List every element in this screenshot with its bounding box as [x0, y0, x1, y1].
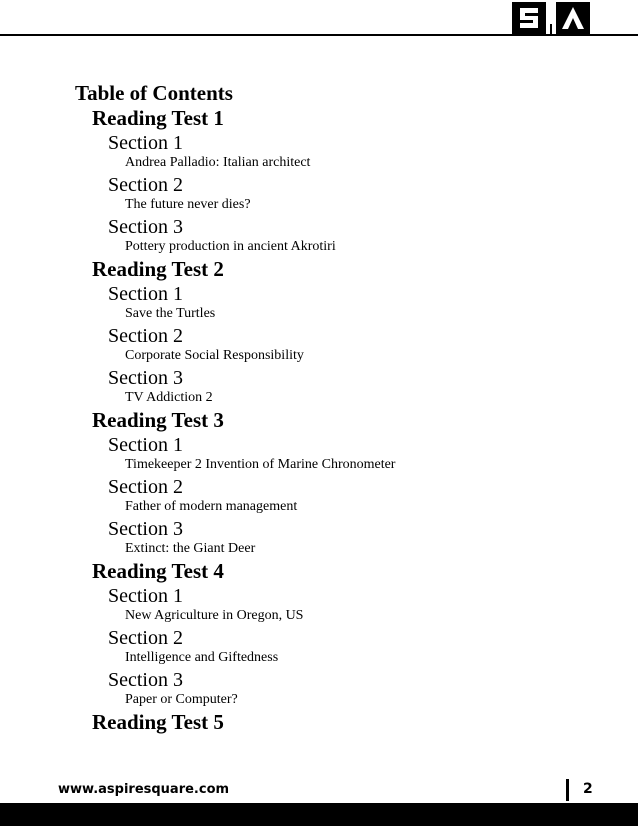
footer-band — [0, 803, 638, 826]
toc-test-4-section-3[interactable]: Section 3 — [108, 669, 183, 691]
toc-test-2-section-1-article[interactable]: Save the Turtles — [125, 306, 216, 321]
toc-test-3-section-2-article[interactable]: Father of modern management — [125, 499, 298, 514]
toc-test-4-section-2-article[interactable]: Intelligence and Giftedness — [125, 650, 279, 665]
toc-test-4-section-3-article[interactable]: Paper or Computer? — [125, 692, 238, 707]
toc-test-1-section-1-article[interactable]: Andrea Palladio: Italian architect — [125, 155, 311, 170]
footer-divider — [566, 779, 569, 801]
brand-logo — [512, 2, 590, 36]
logo-separator — [550, 24, 552, 34]
toc-test-3-section-1[interactable]: Section 1 — [108, 434, 183, 456]
toc-test-1-section-1[interactable]: Section 1 — [108, 132, 183, 154]
toc-test-1-section-2[interactable]: Section 2 — [108, 174, 183, 196]
toc-title: Table of Contents — [75, 81, 233, 105]
toc-test-3-section-1-article[interactable]: Timekeeper 2 Invention of Marine Chronometer — [125, 457, 396, 472]
footer-website-link[interactable]: www.aspiresquare.com — [58, 782, 230, 797]
toc-test-3-section-3-article[interactable]: Extinct: the Giant Deer — [125, 541, 256, 556]
toc-test-3-section-3[interactable]: Section 3 — [108, 518, 183, 540]
toc-test-4-section-2[interactable]: Section 2 — [108, 627, 183, 649]
toc-test-1-section-3[interactable]: Section 3 — [108, 216, 183, 238]
square-s-logo-icon — [512, 2, 546, 34]
toc-reading-test-2[interactable]: Reading Test 2 — [92, 257, 224, 281]
page-number: 2 — [583, 781, 593, 797]
toc-test-2-section-2-article[interactable]: Corporate Social Responsibility — [125, 348, 304, 363]
toc-reading-test-1[interactable]: Reading Test 1 — [92, 106, 224, 130]
toc-test-4-section-1[interactable]: Section 1 — [108, 585, 183, 607]
toc-test-3-section-2[interactable]: Section 2 — [108, 476, 183, 498]
toc-reading-test-3[interactable]: Reading Test 3 — [92, 408, 224, 432]
triangle-a-logo-icon — [556, 2, 590, 34]
toc-test-4-section-1-article[interactable]: New Agriculture in Oregon, US — [125, 608, 304, 623]
toc-test-1-section-2-article[interactable]: The future never dies? — [125, 197, 251, 212]
toc-test-2-section-3[interactable]: Section 3 — [108, 367, 183, 389]
toc-test-1-section-3-article[interactable]: Pottery production in ancient Akrotiri — [125, 239, 336, 254]
toc-test-2-section-2[interactable]: Section 2 — [108, 325, 183, 347]
toc-test-2-section-3-article[interactable]: TV Addiction 2 — [125, 390, 213, 405]
toc-test-2-section-1[interactable]: Section 1 — [108, 283, 183, 305]
toc-reading-test-4[interactable]: Reading Test 4 — [92, 559, 224, 583]
toc-reading-test-5[interactable]: Reading Test 5 — [92, 710, 224, 734]
